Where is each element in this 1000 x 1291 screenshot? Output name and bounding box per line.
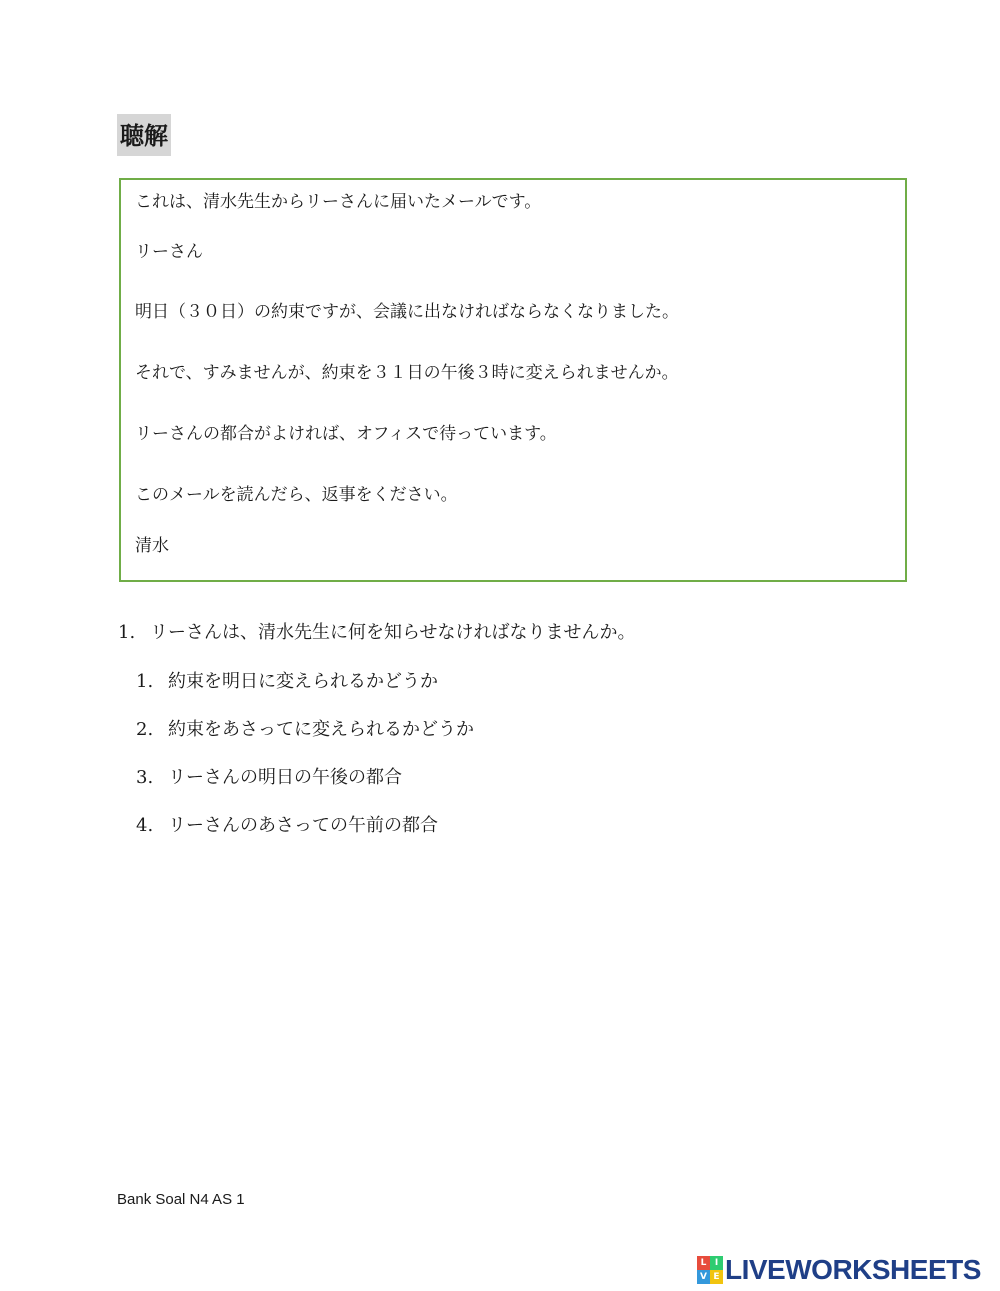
email-line-greeting: リーさん [135, 242, 203, 262]
logo-icon [697, 1256, 723, 1284]
choice-text: 約束を明日に変えられるかどうか [168, 671, 438, 692]
choice-text: リーさんの明日の午後の都合 [168, 767, 402, 788]
logo-icon-letter: I [710, 1256, 723, 1270]
logo-icon-letter: E [710, 1270, 723, 1284]
logo-text: LIVEWORKSHEETS [725, 1254, 981, 1285]
logo-icon-letter: L [697, 1256, 710, 1270]
email-line-intro: これは、清水先生からリーさんに届いたメールです。 [135, 192, 542, 212]
choice-4[interactable] [136, 817, 438, 835]
footer-label: Bank Soal N4 AS 1 [117, 1191, 245, 1208]
question-text: リーさんは、清水先生に何を知らせなければなりませんか。 [150, 622, 636, 643]
logo-icon-letter: V [697, 1270, 710, 1284]
choice-1[interactable] [136, 673, 438, 691]
email-line-4: このメールを読んだら、返事をください。 [135, 485, 458, 505]
liveworksheets-logo [697, 1254, 981, 1286]
choice-3[interactable] [136, 769, 402, 787]
page-heading: 聴解 [117, 114, 171, 156]
question-number: 1. [118, 622, 136, 643]
choice-text: 約束をあさってに変えられるかどうか [168, 719, 474, 740]
choice-number: 2. [136, 719, 154, 740]
choice-number: 3. [136, 767, 154, 788]
choice-number: 1. [136, 671, 154, 692]
email-box [119, 178, 907, 582]
choice-2[interactable] [136, 721, 474, 739]
choice-text: リーさんのあさっての午前の都合 [168, 815, 438, 836]
choice-number: 4. [136, 815, 154, 836]
question [118, 624, 635, 642]
email-line-2: それで、すみませんが、約束を３１日の午後３時に変えられませんか。 [135, 363, 679, 383]
email-line-1: 明日（３０日）の約束ですが、会議に出なければならなくなりました。 [135, 302, 679, 322]
email-line-3: リーさんの都合がよければ、オフィスで待っています。 [135, 424, 557, 444]
email-signature: 清水 [135, 536, 169, 556]
